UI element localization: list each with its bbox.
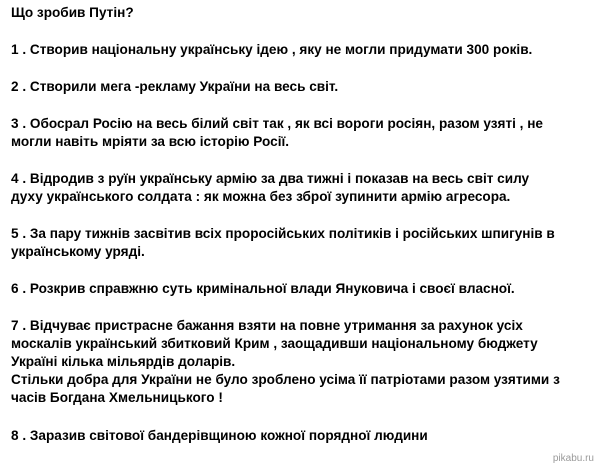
list-item-line: духу українського солдата : як можна без зброї зупинити армію агресора. xyxy=(11,189,511,204)
list-item-line: Стільки добра для України не було зроблено усіма її патріотами разом узятими з xyxy=(11,372,560,387)
list-item-line: українському уряді. xyxy=(11,244,145,259)
list-item-6 xyxy=(11,280,596,298)
watermark: pikabu.ru xyxy=(552,453,594,464)
list-item-line: 3 . Обосрал Росію на весь білий світ так , як всі вороги росіян, разом узяті , не xyxy=(11,116,543,131)
list-item-line: могли навіть мріяти за всю історію Росії. xyxy=(11,134,290,149)
document-heading: Що зробив Путін? xyxy=(11,5,134,20)
list-item-1 xyxy=(11,41,596,59)
list-item-7 xyxy=(11,317,596,407)
list-item-5 xyxy=(11,225,596,261)
list-item-4 xyxy=(11,170,596,206)
list-item-line: 8 . Заразив світової бандерівщиною кожної порядної людини xyxy=(11,428,428,443)
list-item-3 xyxy=(11,115,596,151)
list-item-line: часів Богдана Хмельницького ! xyxy=(11,390,223,405)
list-item-line: 4 . Відродив з руїн українську армію за два тижні і показав на весь світ силу xyxy=(11,171,530,186)
list-item-line: москалів український збитковий Крим , заощадивши національному бюджету xyxy=(11,336,538,351)
list-item-line: 7 . Відчуває пристрасне бажання взяти на повне утримання за рахунок усіх xyxy=(11,318,523,333)
list-item-line: 6 . Розкрив справжню суть кримінальної влади Януковича і своєї власної. xyxy=(11,281,515,296)
document-body xyxy=(11,4,596,445)
list-item-line: Україні кілька мільярдів доларів. xyxy=(11,354,236,369)
list-item-line: 2 . Створили мега -рекламу України на весь світ. xyxy=(11,79,339,94)
list-item-2 xyxy=(11,78,596,96)
list-item-line: 1 . Створив національну українську ідею , яку не могли придумати 300 років. xyxy=(11,42,533,57)
list-item-line: 5 . За пару тижнів засвітив всіх проросійських політиків і російських шпигунів в xyxy=(11,226,555,241)
list-item-8 xyxy=(11,427,596,445)
